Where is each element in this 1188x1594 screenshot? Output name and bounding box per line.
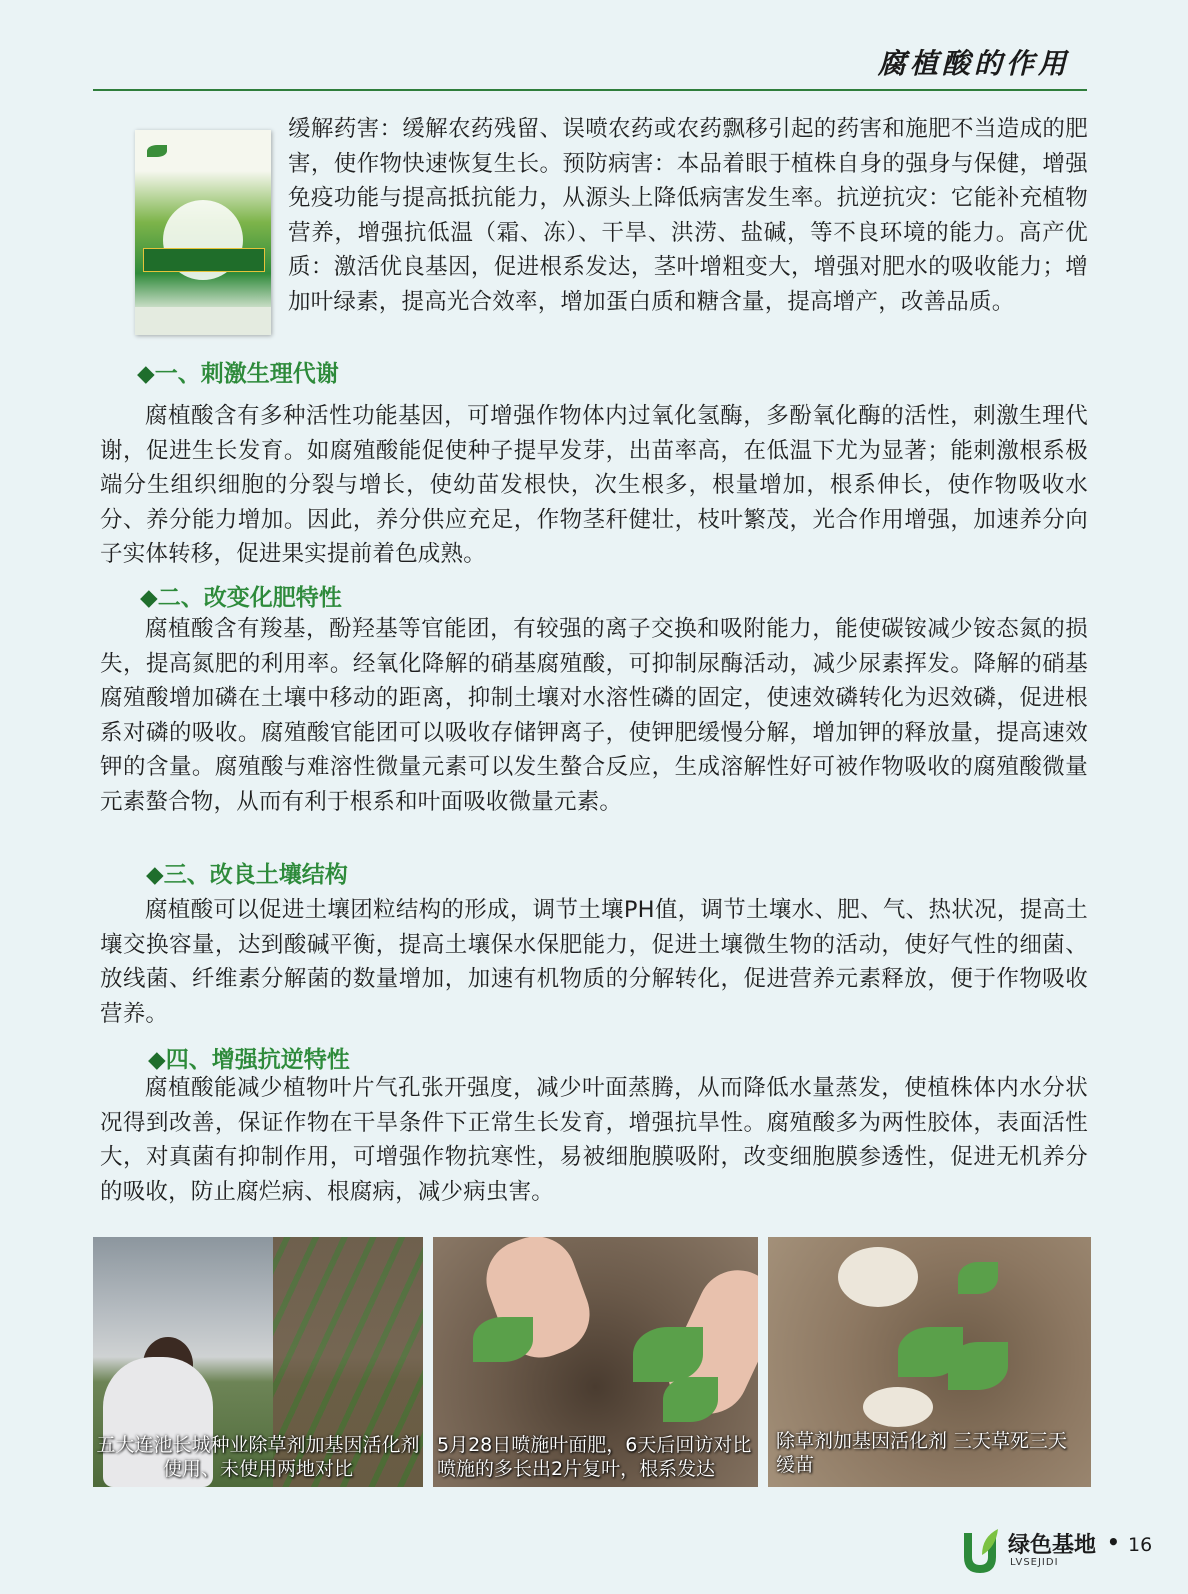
page-number: 16 <box>1128 1534 1153 1556</box>
footer-separator: • <box>1107 1530 1120 1554</box>
field-comparison-photo <box>93 1237 423 1487</box>
diamond-bullet-icon: ◆ <box>148 1047 166 1073</box>
section-heading-3: ◆三、改良土壤结构 <box>146 862 348 888</box>
stone <box>838 1247 918 1307</box>
package-footer <box>135 307 271 335</box>
seedling-photo <box>433 1237 758 1487</box>
section-body-3: 腐植酸可以促进土壤团粒结构的形成，调节土壤PH值，调节土壤水、肥、气、热状况，提高土壤交换容量，达到酸碱平衡，提高土壤保水保肥能力，促进土壤微生物的活动，使好气性的细菌、放线菌、纤维素分解菌的数量增加，加速有机物质的分解转化，促进营养元素释放，便于作物吸收营养。 <box>100 897 1088 1027</box>
header-divider <box>93 89 1087 91</box>
stone <box>863 1387 933 1427</box>
seedling-leaf <box>473 1317 533 1362</box>
photo-caption-2: 5月28日喷施叶面肥，6天后回访对比喷施的多长出2片复叶，根系发达 <box>437 1434 752 1480</box>
diamond-bullet-icon: ◆ <box>137 361 155 387</box>
photo-caption-3: 除草剂加基因活化剂 三天草死三天缓苗 <box>776 1430 1068 1476</box>
photo-caption-1: 五大连池长城种业除草剂加基因活化剂使用、未使用两地对比 <box>96 1434 420 1480</box>
intro-paragraph: 缓解药害：缓解农药残留、误喷农药或农药飘移引起的药害和施肥不当造成的肥害，使作物快速恢复生长。预防病害：本品着眼于植株自身的强身与保健，增强免疫功能与提高抵抗能力，从源头上降低病害发生率。抗逆抗灾：它能补充植物营养，增强抗低温（霜、冻）、干旱、洪涝、盐碱，等不良环境的能力。高产优质：激活优良基因，促进根系发达，茎叶增粗变大，增强对肥水的吸收能力；增加叶绿素，提高光合效率，增加蛋白质和糖含量，提高增产，改善品质。 <box>288 116 1088 315</box>
seedling-leaf <box>663 1377 718 1422</box>
section-body-2: 腐植酸含有羧基，酚羟基等官能团，有较强的离子交换和吸附能力，能使碳铵减少铵态氮的损失，提高氮肥的利用率。经氧化降解的硝基腐殖酸，可抑制尿酶活动，减少尿素挥发。降解的硝基腐殖酸增加磷在土壤中移动的距离，抑制土壤对水溶性磷的固定，使速效磷转化为迟效磷，促进根系对磷的吸收。腐殖酸官能团可以吸收存储钾离子，使钾肥缓慢分解，增加钾的释放量，提高速效钾的含量。腐殖酸与难溶性微量元素可以发生螯合反应，生成溶解性好可被作物吸收的腐殖酸微量元素螯合物，从而有利于根系和叶面吸收微量元素。 <box>100 616 1088 815</box>
seedling-leaf <box>958 1262 998 1294</box>
section-heading-1: ◆一、刺激生理代谢 <box>137 361 339 387</box>
logo-english-text: LVSEJIDI <box>1010 1557 1059 1568</box>
section-body-4: 腐植酸能减少植物叶片气孔张开强度，减少叶面蒸腾，从而降低水量蒸发，使植株体内水分状况得到改善，保证作物在干旱条件下正常生长发育，增强抗旱性。腐殖酸多为两性胶体，表面活性大，对真菌有抑制作用，可增强作物抗寒性，易被细胞膜吸附，改变细胞膜参透性，促进无机养分的吸收，防止腐烂病、根腐病，减少病虫害。 <box>100 1075 1088 1205</box>
product-package-image <box>135 130 271 335</box>
soil-seedling-photo <box>768 1237 1091 1487</box>
logo-chinese-text: 绿色基地 <box>1008 1533 1097 1558</box>
section-heading-2: ◆二、改变化肥特性 <box>140 585 342 611</box>
diamond-bullet-icon: ◆ <box>140 585 158 611</box>
green-base-logo-icon <box>960 1527 1000 1575</box>
section-heading-4: ◆四、增强抗逆特性 <box>148 1047 350 1073</box>
package-label-band <box>143 248 265 272</box>
seedling-leaf <box>948 1342 1008 1390</box>
diamond-bullet-icon: ◆ <box>146 862 164 888</box>
brand-leaf-icon <box>147 145 167 157</box>
seedling-leaf <box>633 1327 703 1382</box>
section-body-1: 腐植酸含有多种活性功能基因，可增强作物体内过氧化氢酶，多酚氧化酶的活性，刺激生理代谢，促进生长发育。如腐殖酸能促使种子提早发芽，出苗率高，在低温下尤为显著；能刺激根系极端分生组织细胞的分裂与增长，使幼苗发根快，次生根多，根量增加，根系伸长，使作物吸收水分、养分能力增加。因此，养分供应充足，作物茎秆健壮，枝叶繁茂，光合作用增强，加速养分向子实体转移，促进果实提前着色成熟。 <box>100 403 1088 568</box>
page-header-title: 腐植酸的作用 <box>877 47 1070 80</box>
